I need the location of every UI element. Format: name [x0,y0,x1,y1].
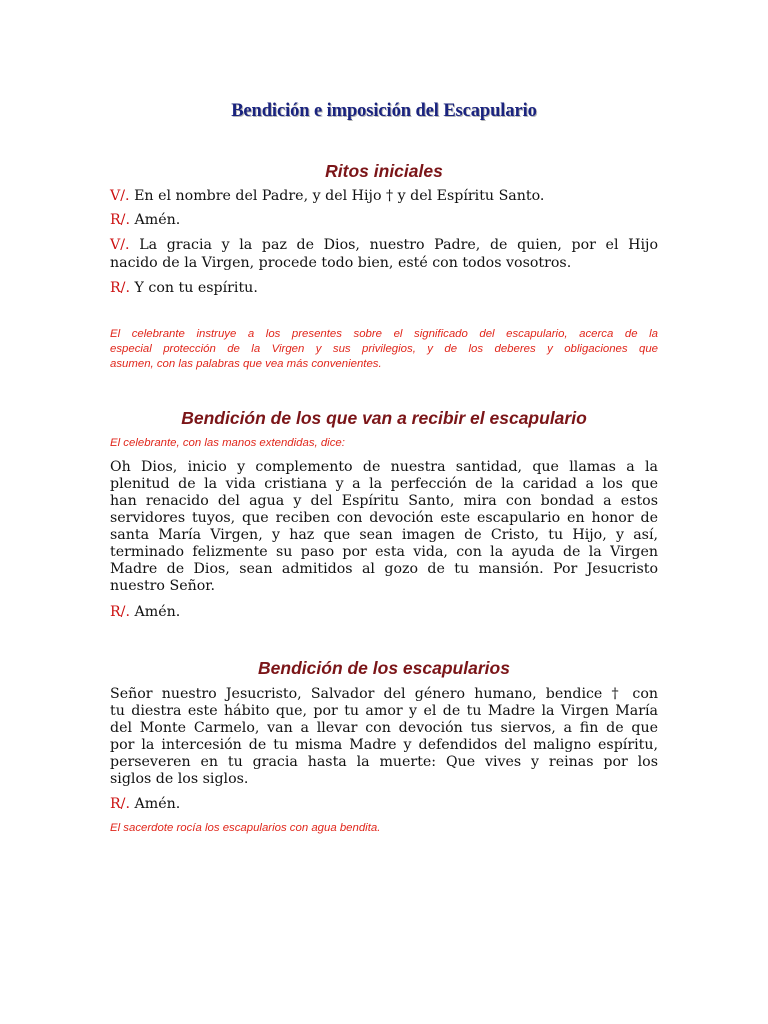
response-marker: R/. [110,796,130,812]
prayer-2-line: por la intercesión de tu misma Madre y defendidos del maligno espíritu, [110,737,658,753]
response-marker: R/. [110,212,130,228]
heading-ritos-iniciales: Ritos iniciales [325,161,443,181]
response-4 [110,796,658,813]
rubric-sprinkle: El sacerdote rocía los escapularios con agua bendita. [110,822,381,834]
versicle-marker: V/. [110,237,130,253]
response-marker: R/. [110,280,130,296]
versicle-text: La gracia y la paz de Dios, nuestro Padre, de quien, por el Hijo [139,237,658,253]
prayer-2-line: del Monte Carmelo, van a llevar con devoción tus siervos, a fin de que [110,720,658,736]
versicle-1 [110,188,658,205]
prayer-1-line: plenitud de la vida cristiana y a la perfección de la caridad a los que [110,476,658,492]
rubric-instruction-line-3: asumen, con las palabras que vea más convenientes. [110,358,382,370]
response-2 [110,280,658,297]
versicle-marker: V/. [110,188,130,204]
prayer-2-line: perseveren en tu gracia hasta la muerte: Que vives y reinas por los [110,754,658,770]
response-text: Y con tu espíritu. [134,280,258,296]
rubric-instruction-line-1: El celebrante instruye a los presentes sobre el significado del escapulario, acerca de la [110,328,658,340]
prayer-1-line: han renacido del agua y del Espíritu Santo, mira con bondad a estos [110,493,658,509]
prayer-2-line: tu diestra este hábito que, por tu amor y el de tu Madre la Virgen María [110,703,658,719]
rubric-instruction-line-2: especial protección de la Virgen y sus privilegios, y de los deberes y obligaciones que [110,343,658,355]
response-3 [110,604,658,621]
response-marker: R/. [110,604,130,620]
heading-bendicion-recipientes: Bendición de los que van a recibir el escapulario [181,408,587,428]
prayer-1-line: Oh Dios, inicio y complemento de nuestra santidad, que llamas a la [110,459,658,475]
prayer-1-line: Madre de Dios, sean admitidos al gozo de tu mansión. Por Jesucristo [110,561,658,577]
versicle-2-line-2: nacido de la Virgen, procede todo bien, esté con todos vosotros. [110,255,572,271]
rubric-hands-extended: El celebrante, con las manos extendidas, dice: [110,437,345,449]
prayer-1-line: servidores tuyos, que reciben con devoción este escapulario en honor de [110,510,658,526]
document-title: Bendición e imposición del Escapulario [231,101,537,121]
heading-bendicion-escapularios: Bendición de los escapularios [258,658,510,678]
response-text: Amén. [134,212,181,228]
response-text: Amén. [134,796,181,812]
prayer-2-line: Señor nuestro Jesucristo, Salvador del género humano, bendice † con [110,686,658,702]
versicle-text: En el nombre del Padre, y del Hijo † y del Espíritu Santo. [134,188,545,204]
response-1 [110,212,658,229]
prayer-1-line: santa María Virgen, y haz que sean imagen de Cristo, tu Hijo, y así, [110,527,658,543]
prayer-1-line: nuestro Señor. [110,578,216,594]
prayer-1-line: terminado felizmente su paso por esta vida, con la ayuda de la Virgen [110,544,658,560]
prayer-2-line: siglos de los siglos. [110,771,249,787]
versicle-2-line-1 [110,237,658,254]
response-text: Amén. [134,604,181,620]
